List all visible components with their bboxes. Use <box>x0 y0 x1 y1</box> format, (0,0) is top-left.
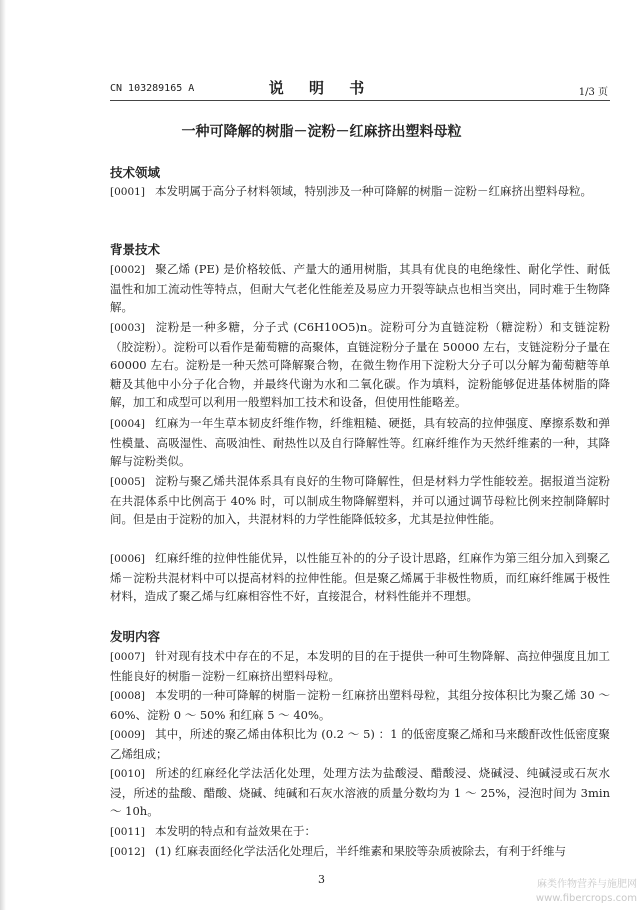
page-header <box>0 77 643 99</box>
paragraph-number: [0002] <box>110 264 145 276</box>
paragraph-number: [0007] <box>110 651 145 663</box>
paragraph-number: [0005] <box>110 476 145 488</box>
paragraph <box>110 414 610 471</box>
paragraph-text: 聚乙烯 (PE) 是价格较低、产量大的通用树脂，其具有优良的电绝缘性、耐化学性、耐低温性和加工流动性等特点，但耐大气老化性能差及易应力开裂等缺点也相当突出，同时难于生物降解。 <box>110 262 610 315</box>
paragraph-text: 淀粉与聚乙烯共混体系具有良好的生物可降解性，但是材料力学性能较差。据报道当淀粉在共混体系中比例高于 40% 时，可以制成生物降解塑料，并可以通过调节母粒比例来控制降解时间。但是由于淀粉的加入，共混材料的力学性能降低较多，尤其是拉伸性能。 <box>110 474 610 527</box>
paragraph-text: 本发明属于高分子材料领域，特别涉及一种可降解的树脂－淀粉－红麻挤出塑料母粒。 <box>155 184 592 198</box>
paragraph <box>110 822 610 842</box>
paragraph <box>110 764 610 821</box>
watermark-url: www.fibercrops.com <box>535 893 637 904</box>
paragraph <box>110 318 610 412</box>
paragraph-number: [0003] <box>110 322 145 334</box>
paragraph-number: [0004] <box>110 418 145 430</box>
paragraph-text: 其中，所述的聚乙烯由体积比为 (0.2 ～ 5) ：1 的低密度聚乙烯和马来酸酐改性低密度聚乙烯组成； <box>110 727 610 761</box>
header-rule <box>110 100 610 101</box>
patent-number: CN 103289165 A <box>110 83 195 94</box>
paragraph <box>110 260 610 317</box>
paragraph-text: 本发明的一种可降解的树脂－淀粉－红麻挤出塑料母粒，其组分按体积比为聚乙烯 30 ～ 60%、淀粉 0 ～ 50% 和红麻 5 ～ 40%。 <box>110 688 610 722</box>
paragraph-number: [0009] <box>110 729 145 741</box>
watermark-site-name: 麻类作物营养与施肥网 <box>537 879 637 890</box>
paragraph-number: [0008] <box>110 690 145 702</box>
paragraph <box>110 647 610 685</box>
paragraph <box>110 686 610 724</box>
paragraph-number: [0006] <box>110 553 145 565</box>
paragraph <box>110 472 610 529</box>
watermark <box>536 878 637 906</box>
page-reference: 1/3 页 <box>578 87 608 98</box>
document-type: 说 明 书 <box>268 79 375 97</box>
paragraph <box>110 549 610 606</box>
paragraph-text: 本发明的特点和有益效果在于： <box>155 824 316 838</box>
paragraph-number: [0011] <box>110 826 145 838</box>
section-heading-tech-field: 技术领域 <box>110 165 161 180</box>
paragraph-number: [0001] <box>110 186 145 198</box>
section-heading-invention: 发明内容 <box>110 629 161 644</box>
document-title: 一种可降解的树脂－淀粉－红麻挤出塑料母粒 <box>181 124 462 140</box>
paragraph-text: 红麻为一年生草本韧皮纤维作物，纤维粗糙、硬挺，具有较高的拉伸强度、摩擦系数和弹性模量、高吸湿性、高吸油性、耐热性以及自行降解性等。红麻纤维作为天然纤维素的一种，其降解与淀粉类似。 <box>110 416 610 469</box>
paragraph-text: 淀粉是一种多糖，分子式 (C6H10O5)n。淀粉可分为直链淀粉（糖淀粉）和支链淀粉（胶淀粉）。淀粉可以看作是葡萄糖的高聚体，直链淀粉分子量在 50000 左右，支链淀粉分子量在 60000 左右。淀粉是一种天然可降解聚合物，在微生物作用下淀粉大分子可以分解为葡萄糖等单糖及其他中小分子化合物，并最终代谢为水和二氧化碳。作为填料，淀粉能够促进基体树脂的降解，加工和成型可以利用一般塑料加工技术和设备，但使用性能略差。 <box>110 320 610 410</box>
paragraph <box>110 725 610 763</box>
paragraph-number: [0012] <box>110 846 145 858</box>
page-number: 3 <box>318 873 325 886</box>
paragraph-text: 所述的红麻经化学法活化处理，处理方法为盐酸浸、醋酸浸、烧碱浸、纯碱浸或石灰水浸，所述的盐酸、醋酸、烧碱、纯碱和石灰水溶液的质量分数均为 1 ～ 25%，浸泡时间为 3min ～ 10h。 <box>110 766 610 819</box>
paragraph-number: [0010] <box>110 768 145 780</box>
paragraph-text: (1) 红麻表面经化学法活化处理后，半纤维素和果胶等杂质被除去，有利于纤维与 <box>155 844 566 858</box>
paragraph <box>110 842 610 862</box>
paragraph-text: 针对现有技术中存在的不足，本发明的目的在于提供一种可生物降解、高拉伸强度且加工性能良好的树脂－淀粉－红麻挤出塑料母粒。 <box>110 649 610 683</box>
paragraph <box>110 182 610 202</box>
section-heading-background: 背景技术 <box>110 242 161 257</box>
paragraph-text: 红麻纤维的拉伸性能优异，以性能互补的的分子设计思路，红麻作为第三组分加入到聚乙烯－淀粉共混材料中可以提高材料的拉伸性能。但是聚乙烯属于非极性物质，而红麻纤维属于极性材料，造成了聚乙烯与红麻相容性不好，直接混合，材料性能并不理想。 <box>110 551 610 604</box>
